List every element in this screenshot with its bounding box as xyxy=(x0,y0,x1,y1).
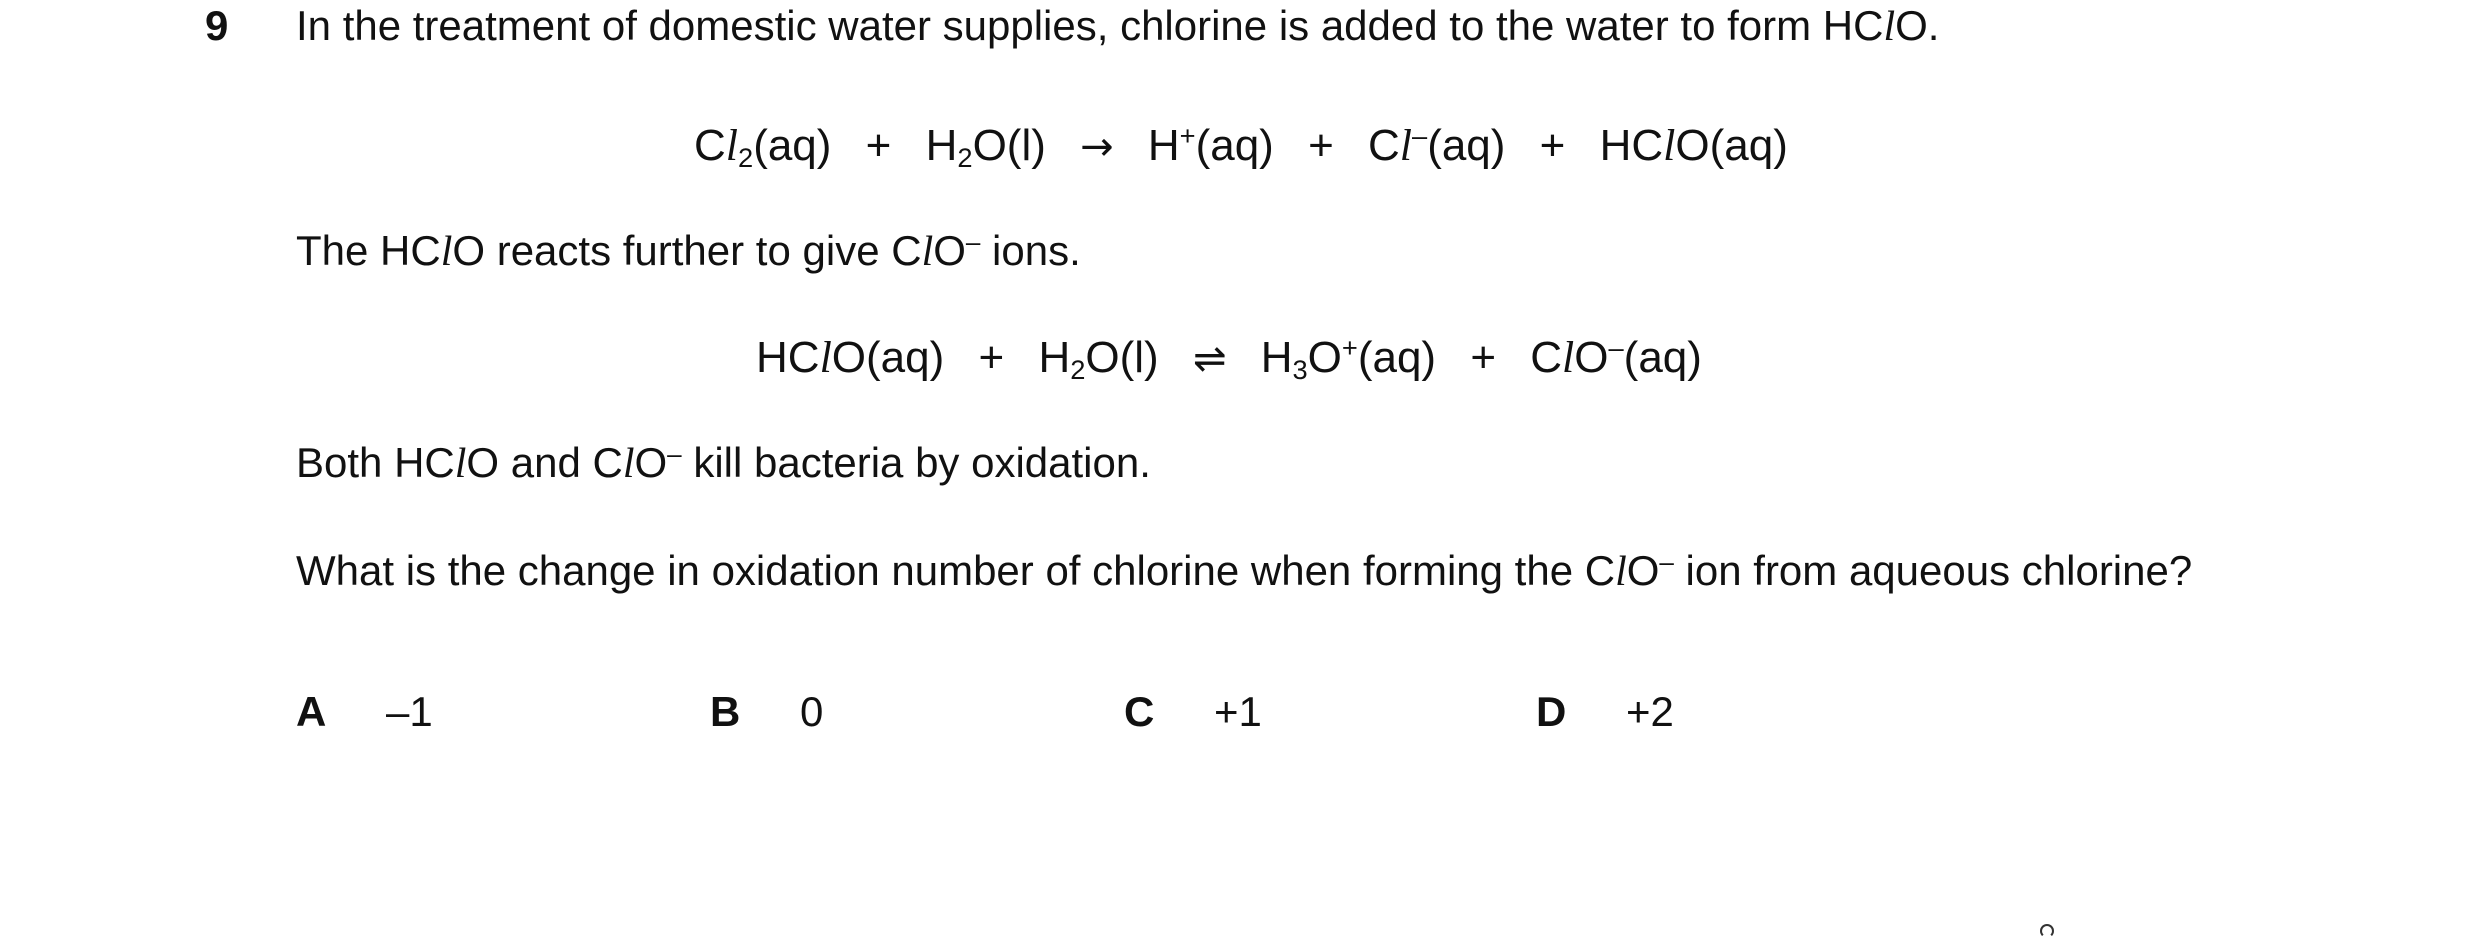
question-intro xyxy=(296,0,1939,53)
equation-1 xyxy=(694,108,1788,186)
option-b-value: 0 xyxy=(800,688,824,735)
option-d-letter: D xyxy=(1536,688,1567,735)
eq1-plus1: + xyxy=(865,121,892,170)
eq1-plus2: + xyxy=(1308,121,1334,170)
page-edge-mark xyxy=(2040,924,2054,938)
eq1-arrow: → xyxy=(1080,124,1114,170)
equation-2 xyxy=(756,320,1702,398)
question-prompt xyxy=(296,536,2274,599)
eq2-hclo: HClO(aq) xyxy=(756,333,945,382)
option-a-value: –1 xyxy=(386,688,433,735)
option-d-value: +2 xyxy=(1626,688,1674,735)
option-d[interactable] xyxy=(1536,686,1674,738)
eq1-plus3: + xyxy=(1539,121,1566,170)
option-c-value: +1 xyxy=(1214,688,1262,735)
eq2-h3o-plus: $H_3O^+(aq)$ xyxy=(1260,332,1437,385)
text2: The HClO reacts further to give ClO– ions. xyxy=(296,227,1081,276)
option-c[interactable] xyxy=(1124,686,1262,738)
eq1-hclo: HClO(aq) xyxy=(1599,121,1788,170)
eq2-h2o: $H_2O(l)$ xyxy=(1038,333,1159,385)
prompt-text: What is the change in oxidation number of chlorine when forming the ClO– ion from aqueous chlorine? xyxy=(296,547,2193,596)
eq2-equilibrium-arrow: ⇌ xyxy=(1192,336,1227,382)
eq2-plus1: + xyxy=(978,333,1005,382)
text-both-kill-bacteria xyxy=(296,428,1151,490)
eq2-plus2: + xyxy=(1470,333,1497,382)
option-b-letter: B xyxy=(710,688,741,735)
text3: Both HClO and ClO– kill bacteria by oxidation. xyxy=(296,439,1151,488)
text-hclo-reacts xyxy=(296,216,1081,278)
eq1-cl2: $Cl_2(aq)$ xyxy=(694,121,832,173)
question-number: 9 xyxy=(205,2,229,49)
eq1-h-plus: H+(aq) xyxy=(1147,120,1274,170)
option-c-letter: C xyxy=(1124,688,1155,735)
option-b[interactable] xyxy=(710,686,823,738)
eq1-h2o: $H_2O(l)$ xyxy=(925,121,1046,173)
option-a[interactable] xyxy=(296,686,433,738)
intro-text: In the treatment of domestic water supplies, chlorine is added to the water to form HClO. xyxy=(296,2,1940,50)
eq1-cl-minus: Cl–(aq) xyxy=(1368,120,1506,170)
eq2-clo-minus: ClO–(aq) xyxy=(1530,332,1702,382)
option-a-letter: A xyxy=(296,688,327,735)
